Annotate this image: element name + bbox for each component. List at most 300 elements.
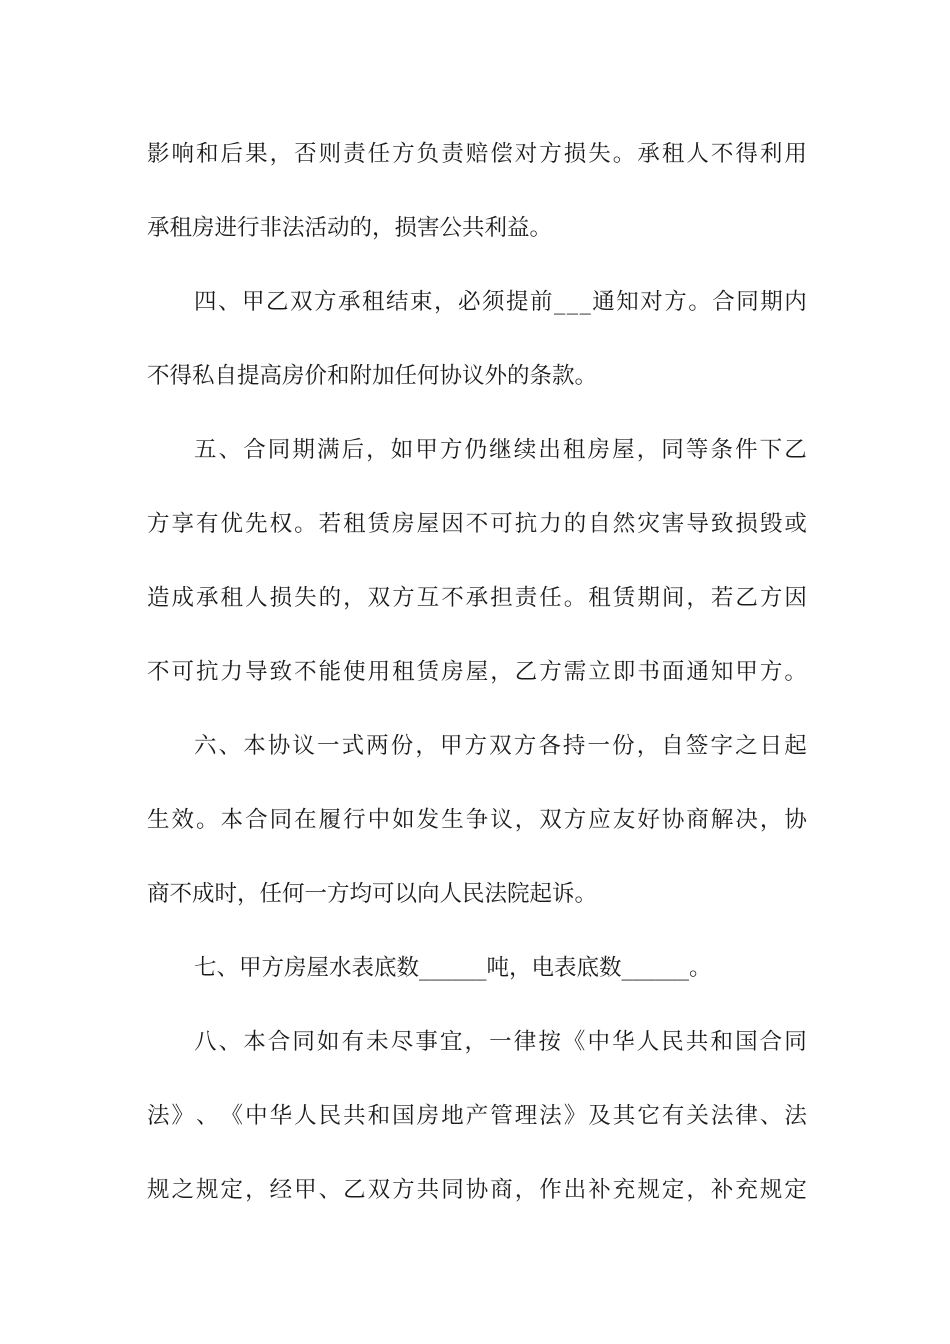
glyph: 协 [784, 807, 807, 833]
glyph: 五 [194, 437, 217, 463]
glyph: 补 [588, 1177, 611, 1203]
glyph: 六 [194, 733, 217, 759]
glyph: 否 [294, 141, 317, 167]
glyph: 导 [245, 659, 268, 685]
glyph: 理 [514, 1103, 538, 1129]
glyph: 一 [316, 733, 340, 759]
text-line [147, 509, 807, 539]
glyph: 和 [196, 141, 219, 167]
glyph: 房 [392, 511, 415, 537]
glyph: 之 [171, 1177, 195, 1203]
glyph: 等 [685, 437, 709, 463]
glyph: 方 [759, 585, 783, 611]
glyph: 害 [661, 511, 685, 537]
text-line [147, 139, 807, 169]
glyph: 不 [465, 511, 489, 537]
glyph: 合 [267, 1029, 291, 1055]
glyph: 通 [592, 289, 615, 315]
glyph: 国 [735, 1029, 758, 1055]
glyph: 合 [243, 437, 266, 463]
glyph: 双 [290, 289, 313, 315]
glyph: 响 [171, 141, 195, 167]
glyph: 因 [441, 511, 464, 537]
glyph: 双 [367, 1177, 391, 1203]
glyph: 《 [220, 1103, 244, 1129]
glyph: 管 [490, 1103, 513, 1129]
glyph: ， [686, 585, 709, 611]
glyph: 华 [612, 1029, 635, 1055]
paragraph-start-line [194, 287, 807, 317]
glyph: 规 [759, 1177, 783, 1203]
glyph: 。 [784, 659, 807, 685]
glyph: 定 [784, 1177, 807, 1203]
glyph: 不 [710, 141, 734, 167]
glyph: 民 [318, 1103, 342, 1129]
glyph: 书 [637, 659, 660, 685]
glyph: 经 [269, 1177, 293, 1203]
glyph: 签 [685, 733, 709, 759]
glyph: 》 [563, 1103, 587, 1129]
glyph: 成 [171, 585, 195, 611]
glyph: 需 [563, 659, 587, 685]
glyph: 、 [218, 437, 242, 463]
glyph: ， [245, 1177, 268, 1203]
glyph: 。 [688, 289, 711, 315]
glyph: 方 [392, 1177, 415, 1203]
glyph: ， [636, 437, 660, 463]
glyph: 人 [245, 585, 268, 611]
glyph: 方 [314, 289, 337, 315]
glyph: 其 [612, 1103, 636, 1129]
glyph: 如 [316, 1029, 340, 1055]
glyph: 宜 [439, 1029, 463, 1055]
glyph: 双 [489, 733, 512, 759]
text-line [147, 1175, 807, 1205]
glyph: 损 [563, 141, 587, 167]
glyph: 期 [760, 289, 783, 315]
glyph: 按 [538, 1029, 561, 1055]
paragraph-start-line [194, 731, 807, 761]
glyph: 若 [710, 585, 734, 611]
glyph: 及 [588, 1103, 611, 1129]
glyph: _ [566, 289, 578, 315]
glyph: 损 [269, 585, 293, 611]
glyph: 中 [587, 1029, 611, 1055]
glyph: 方 [539, 659, 562, 685]
glyph: 任 [367, 141, 391, 167]
glyph: 、 [218, 733, 242, 759]
glyph: 出 [563, 1177, 587, 1203]
glyph: 持 [562, 733, 586, 759]
glyph: 、 [196, 1103, 219, 1129]
glyph: 须 [482, 289, 505, 315]
glyph: 租 [588, 585, 611, 611]
glyph: 造 [147, 585, 170, 611]
glyph: 方 [464, 733, 488, 759]
glyph: 法 [784, 1103, 807, 1129]
glyph: ， [343, 585, 366, 611]
glyph: 商 [686, 807, 709, 833]
glyph: 乙 [784, 437, 807, 463]
paragraph-start-line [194, 435, 807, 465]
glyph: 民 [661, 1029, 684, 1055]
glyph: 同 [269, 807, 293, 833]
glyph: 然 [612, 511, 636, 537]
glyph: 立 [588, 659, 611, 685]
glyph: 同 [441, 1177, 464, 1203]
glyph: 得 [735, 141, 758, 167]
glyph: 共 [685, 1029, 709, 1055]
glyph: 赁 [416, 659, 440, 685]
glyph: 屋 [416, 511, 440, 537]
text-line [147, 657, 807, 687]
glyph: 本 [243, 1029, 266, 1055]
glyph: 充 [735, 1177, 758, 1203]
glyph: ， [686, 1177, 709, 1203]
glyph: 字 [710, 733, 733, 759]
glyph: 承 [637, 141, 660, 167]
glyph: 失 [588, 141, 611, 167]
glyph: 争 [465, 807, 489, 833]
glyph: 有 [341, 1029, 365, 1055]
glyph: 自 [661, 733, 684, 759]
paragraph-start-line [194, 953, 807, 983]
glyph: 导 [686, 511, 709, 537]
glyph: 方 [513, 733, 537, 759]
glyph: ， [514, 1177, 538, 1203]
glyph: ， [434, 289, 457, 315]
glyph: 失 [294, 585, 317, 611]
glyph: 致 [269, 659, 293, 685]
glyph: 租 [661, 141, 685, 167]
glyph: 后 [220, 141, 244, 167]
glyph: 同 [661, 437, 684, 463]
glyph: 房 [416, 1103, 440, 1129]
glyph: 负 [416, 141, 440, 167]
line-text: 七、甲方房屋水表底数______吨，电表底数______。 [194, 955, 712, 981]
glyph: 好 [637, 807, 660, 833]
glyph: 生 [147, 807, 170, 833]
glyph: 灾 [637, 511, 660, 537]
glyph: 满 [316, 437, 340, 463]
glyph: 、 [759, 1103, 783, 1129]
glyph: 地 [441, 1103, 464, 1129]
glyph: ， [269, 141, 293, 167]
glyph: 充 [612, 1177, 636, 1203]
glyph: 生 [441, 807, 464, 833]
glyph: ， [490, 659, 513, 685]
glyph: 则 [318, 141, 342, 167]
glyph: 四 [194, 289, 217, 315]
glyph: 即 [612, 659, 636, 685]
glyph: 商 [490, 1177, 513, 1203]
glyph: 份 [390, 733, 414, 759]
glyph: 优 [220, 511, 244, 537]
glyph: 补 [710, 1177, 734, 1203]
glyph: 抗 [196, 659, 219, 685]
glyph: ， [464, 1029, 488, 1055]
glyph: 两 [366, 733, 389, 759]
glyph: 果 [245, 141, 268, 167]
glyph: 式 [341, 733, 365, 759]
glyph: 人 [636, 1029, 660, 1055]
glyph: 解 [710, 807, 734, 833]
glyph: 方 [759, 659, 783, 685]
glyph: 》 [171, 1103, 195, 1129]
glyph: 甲 [415, 437, 438, 463]
glyph: 方 [563, 807, 587, 833]
glyph: 协 [267, 733, 291, 759]
glyph: _ [554, 289, 566, 315]
glyph: 人 [686, 141, 709, 167]
glyph: 一 [587, 733, 611, 759]
line-text: 承租房进行非法活动的，损害公共利益。 [147, 215, 553, 241]
glyph: 继 [489, 437, 512, 463]
glyph: 承 [338, 289, 361, 315]
glyph: 互 [416, 585, 440, 611]
text-line [147, 361, 807, 391]
glyph: 一 [489, 1029, 512, 1055]
glyph: 的 [563, 511, 587, 537]
glyph: 应 [588, 807, 611, 833]
glyph: 、 [218, 289, 241, 315]
glyph: 份 [612, 733, 635, 759]
glyph: 乙 [735, 585, 758, 611]
line-text: 不得私自提高房价和附加任何协议外的条款。 [147, 363, 598, 389]
glyph: 方 [539, 141, 562, 167]
glyph: 规 [147, 1177, 170, 1203]
glyph: 乙 [266, 289, 289, 315]
glyph: 议 [292, 733, 315, 759]
glyph: 后 [341, 437, 365, 463]
glyph: 人 [294, 1103, 317, 1129]
glyph: 不 [147, 659, 170, 685]
glyph: 束 [410, 289, 433, 315]
glyph: 方 [392, 585, 415, 611]
glyph: 行 [343, 807, 366, 833]
glyph: 方 [664, 289, 687, 315]
glyph: 的 [318, 585, 342, 611]
glyph: 合 [759, 1029, 783, 1055]
glyph: 法 [710, 1103, 734, 1129]
glyph: ， [636, 733, 660, 759]
glyph: 效 [171, 807, 195, 833]
glyph: 合 [712, 289, 735, 315]
glyph: 通 [686, 659, 709, 685]
glyph: 定 [220, 1177, 244, 1203]
glyph: 力 [220, 659, 244, 685]
glyph: 不 [441, 585, 464, 611]
glyph: 。 [612, 141, 636, 167]
glyph: 协 [465, 1177, 489, 1203]
glyph: ， [366, 437, 389, 463]
glyph: 抗 [514, 511, 538, 537]
glyph: ， [514, 807, 538, 833]
text-line [147, 1101, 807, 1131]
glyph: 发 [416, 807, 440, 833]
glyph: 事 [415, 1029, 438, 1055]
glyph: 规 [637, 1177, 660, 1203]
glyph: 自 [588, 511, 611, 537]
glyph: 赔 [465, 141, 489, 167]
glyph: 华 [269, 1103, 293, 1129]
glyph: 仍 [464, 437, 488, 463]
glyph: 力 [539, 511, 562, 537]
glyph: 国 [392, 1103, 415, 1129]
glyph: 、 [218, 1029, 242, 1055]
glyph: 面 [661, 659, 685, 685]
glyph: 履 [318, 807, 342, 833]
glyph: 先 [245, 511, 268, 537]
glyph: 甲 [735, 659, 758, 685]
glyph: 中 [367, 807, 391, 833]
glyph: 。 [294, 511, 317, 537]
glyph: 和 [710, 1029, 733, 1055]
glyph: 责 [441, 141, 464, 167]
glyph: 担 [490, 585, 513, 611]
glyph: 用 [367, 659, 391, 685]
glyph: 它 [637, 1103, 660, 1129]
glyph: 关 [686, 1103, 709, 1129]
glyph: _ [579, 289, 591, 315]
glyph: 或 [784, 511, 807, 537]
glyph: 日 [759, 733, 783, 759]
glyph: ， [759, 807, 783, 833]
glyph: 租 [392, 659, 415, 685]
glyph: 使 [343, 659, 366, 685]
glyph: 下 [759, 437, 783, 463]
glyph: 权 [269, 511, 293, 537]
glyph: 议 [490, 807, 513, 833]
text-line [147, 879, 807, 909]
glyph: 决 [735, 807, 758, 833]
glyph: 未 [366, 1029, 389, 1055]
glyph: 若 [318, 511, 342, 537]
glyph: 在 [294, 807, 317, 833]
glyph: 。 [563, 585, 587, 611]
glyph: 承 [196, 585, 219, 611]
glyph: 乙 [514, 659, 538, 685]
glyph: 提 [506, 289, 529, 315]
glyph: 承 [465, 585, 489, 611]
glyph: 必 [458, 289, 481, 315]
glyph: 利 [759, 141, 783, 167]
glyph: 用 [784, 141, 807, 167]
glyph: 租 [562, 437, 586, 463]
glyph: 影 [147, 141, 170, 167]
glyph: 法 [147, 1103, 170, 1129]
glyph: 规 [196, 1177, 219, 1203]
glyph: 中 [245, 1103, 268, 1129]
glyph: 同 [736, 289, 759, 315]
glyph: 间 [661, 585, 685, 611]
glyph: 如 [390, 437, 414, 463]
text-line [147, 805, 807, 835]
glyph: 毁 [759, 511, 783, 537]
glyph: 《 [562, 1029, 586, 1055]
glyph: 方 [147, 511, 170, 537]
glyph: 责 [514, 585, 538, 611]
glyph: 本 [220, 807, 244, 833]
glyph: 双 [539, 807, 562, 833]
glyph: 作 [539, 1177, 562, 1203]
glyph: 双 [367, 585, 391, 611]
glyph: 房 [441, 659, 464, 685]
glyph: 方 [439, 437, 463, 463]
glyph: 、 [318, 1177, 342, 1203]
glyph: 续 [513, 437, 537, 463]
glyph: 之 [735, 733, 758, 759]
glyph: 知 [616, 289, 639, 315]
glyph: 方 [392, 141, 415, 167]
glyph: 责 [343, 141, 366, 167]
glyph: 共 [343, 1103, 366, 1129]
glyph: 赁 [612, 585, 636, 611]
glyph: 租 [362, 289, 385, 315]
glyph: 友 [612, 807, 636, 833]
glyph: 内 [784, 289, 807, 315]
glyph: 不 [294, 659, 317, 685]
glyph: 尽 [390, 1029, 414, 1055]
glyph: 损 [735, 511, 758, 537]
glyph: 对 [640, 289, 663, 315]
glyph: 任 [539, 585, 562, 611]
glyph: 能 [318, 659, 342, 685]
glyph: 前 [530, 289, 553, 315]
glyph: 产 [465, 1103, 489, 1129]
glyph: ， [415, 733, 438, 759]
glyph: 对 [514, 141, 538, 167]
glyph: 甲 [439, 733, 463, 759]
glyph: 协 [661, 807, 685, 833]
glyph: 条 [710, 437, 733, 463]
glyph: 定 [661, 1177, 685, 1203]
glyph: 享 [171, 511, 195, 537]
line-text: 商不成时，任何一方均可以向人民法院起诉。 [147, 881, 598, 907]
glyph: 同 [784, 1029, 807, 1055]
glyph: 乙 [343, 1177, 366, 1203]
glyph: 期 [292, 437, 315, 463]
glyph: 同 [292, 1029, 315, 1055]
glyph: 八 [194, 1029, 217, 1055]
glyph: 可 [171, 659, 195, 685]
glyph: 同 [267, 437, 291, 463]
glyph: 屋 [612, 437, 635, 463]
glyph: 知 [710, 659, 734, 685]
glyph: 出 [538, 437, 561, 463]
glyph: 偿 [490, 141, 513, 167]
glyph: 因 [784, 585, 807, 611]
text-line [147, 583, 807, 613]
glyph: 租 [343, 511, 366, 537]
glyph: 有 [661, 1103, 685, 1129]
glyph: 结 [386, 289, 409, 315]
glyph: 有 [196, 511, 219, 537]
glyph: 房 [587, 437, 611, 463]
text-line [147, 213, 807, 243]
glyph: 起 [784, 733, 807, 759]
glyph: 甲 [294, 1177, 317, 1203]
glyph: 本 [243, 733, 266, 759]
glyph: 甲 [242, 289, 265, 315]
glyph: 合 [245, 807, 268, 833]
glyph: 件 [735, 437, 758, 463]
glyph: 。 [196, 807, 219, 833]
glyph: 可 [490, 511, 513, 537]
glyph: 赁 [367, 511, 391, 537]
glyph: 法 [539, 1103, 562, 1129]
glyph: 律 [513, 1029, 537, 1055]
